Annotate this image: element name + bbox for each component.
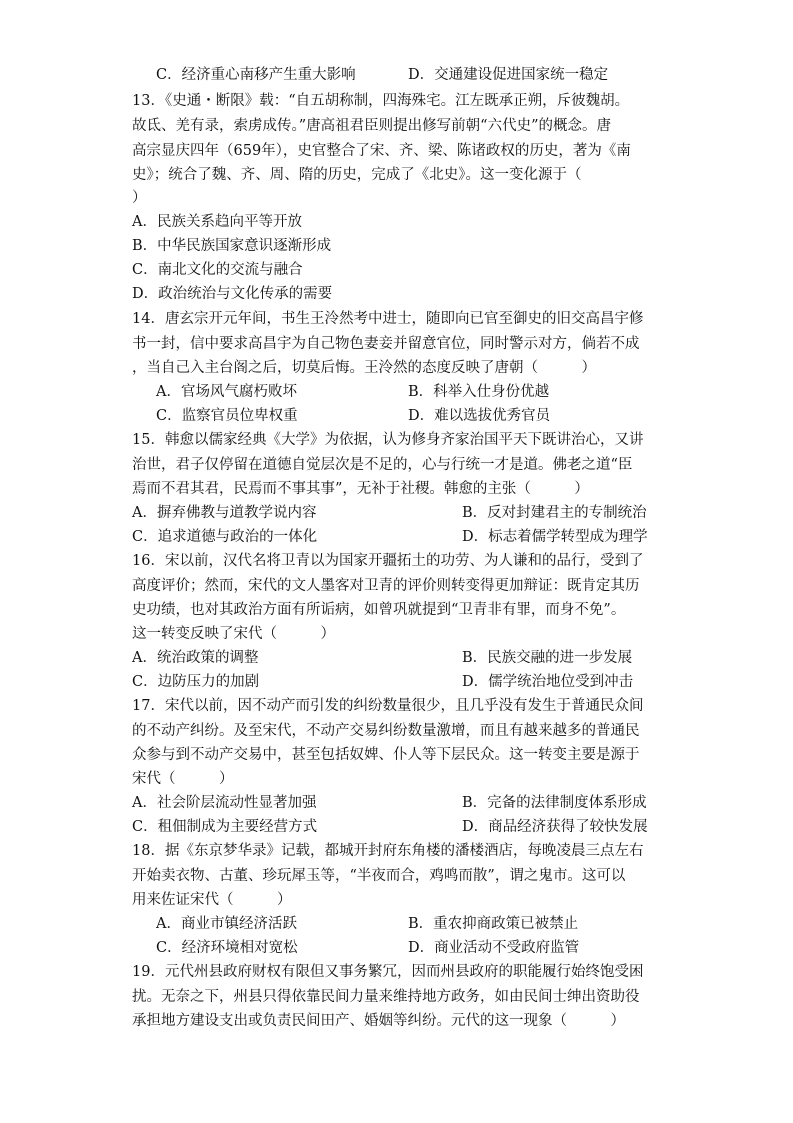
question-15-text: 治世，君子仅停留在道德自觉层次是不足的，心与行统一才是道。佛老之道“臣 bbox=[132, 457, 633, 473]
question-17-text: 宋代（ ） bbox=[132, 771, 234, 787]
question-13-text: ） bbox=[132, 190, 147, 206]
option-a: A．商业市镇经济活跃 bbox=[156, 916, 297, 932]
option-b: B．完备的法律制度体系形成 bbox=[462, 795, 647, 811]
option-d: D．难以选拔优秀官员 bbox=[408, 408, 551, 424]
question-15-text: 15．韩愈以儒家经典《大学》为依据，认为修身齐家治国平天下既讲治心，又讲 bbox=[132, 432, 644, 448]
option-c: C．南北文化的交流与融合 bbox=[132, 262, 303, 278]
option-c: C．经济重心南移产生重大影响 bbox=[156, 67, 356, 83]
question-13-text: 13．《史通・断限》载：“自五胡称制，四海殊宅。江左既承正朔，斥彼魏胡。 bbox=[132, 93, 630, 109]
question-18-text: 用来佐证宋代（ ） bbox=[132, 892, 292, 908]
option-a: A．摒弃佛教与道教学说内容 bbox=[132, 505, 317, 521]
question-14-text: 书一封，信中要求高昌宇为自己物色妻妾并留意官位，同时警示对方，倘若不成 bbox=[132, 336, 640, 352]
question-13-text: 史》；统合了魏、齐、周、隋的历史，完成了《北史》。这一变化源于（ bbox=[132, 167, 582, 183]
question-17-text: 17．宋代以前，因不动产而引发的纠纷数量很少，且几乎没有发生于普通民众间 bbox=[132, 698, 644, 714]
question-16-text: 16．宋以前，汉代名将卫青以为国家开疆拓土的功劳、为人谦和的品行，受到了 bbox=[132, 553, 644, 569]
option-b: B．科举入仕身份优越 bbox=[408, 384, 550, 400]
option-a: A．官场风气腐朽败坏 bbox=[156, 384, 297, 400]
question-18-text: 开始卖衣物、古董、珍玩犀玉等，“半夜而合，鸡鸣而散”，谓之鬼市。这可以 bbox=[132, 868, 626, 884]
option-a: A．社会阶层流动性显著加强 bbox=[132, 795, 317, 811]
option-c: C．租佃制成为主要经营方式 bbox=[132, 819, 318, 835]
question-19-text: 扰。无奈之下，州县只得依靠民间力量来维持地方政务，如由民间士绅出资助役 bbox=[132, 989, 640, 1005]
option-b: B．反对封建君主的专制统治 bbox=[462, 505, 647, 521]
option-c: C．追求道德与政治的一体化 bbox=[132, 529, 318, 545]
question-18-text: 18．据《东京梦华录》记载，都城开封府东角楼的潘楼酒店，每晚凌晨三点左右 bbox=[132, 843, 644, 859]
question-19-text: 19．元代州县政府财权有限但又事务繁冗，因而州县政府的职能履行始终饱受困 bbox=[132, 964, 644, 980]
question-13-text: 高宗显庆四年（659年），史官整合了宋、齐、梁、陈诸政权的历史，著为《南 bbox=[132, 143, 631, 159]
question-16-text: 史功绩，也对其政治方面有所诟病，如曾巩就提到“卫青非有罪，而身不免”。 bbox=[132, 602, 626, 618]
question-13-text: 故氐、羌有录，索虏成传。”唐高祖君臣则提出修写前朝“六代史”的概念。唐 bbox=[132, 118, 611, 134]
option-b: B．重农抑商政策已被禁止 bbox=[408, 916, 579, 932]
question-17-text: 众参与到不动产交易中，甚至包括奴婢、仆人等下层民众。这一转变主要是源于 bbox=[132, 747, 640, 763]
option-d: D．商品经济获得了较快发展 bbox=[462, 819, 648, 835]
question-17-text: 的不动产纠纷。及至宋代，不动产交易纠纷数量激增，而且有越来越多的普通民 bbox=[132, 723, 640, 739]
question-14-text: 14．唐玄宗开元年间，书生王泠然考中进士，随即向已官至御史的旧交高昌宇修 bbox=[132, 311, 644, 327]
option-d: D．标志着儒学转型成为理学 bbox=[462, 529, 648, 545]
option-a: A．统治政策的调整 bbox=[132, 650, 259, 666]
question-16-text: 高度评价；然而，宋代的文人墨客对卫青的评价则转变得更加辩证：既肯定其历 bbox=[132, 578, 640, 594]
option-c: C．监察官员位卑权重 bbox=[156, 408, 298, 424]
option-d: D．商业活动不受政府监管 bbox=[408, 940, 580, 956]
option-d: D．交通建设促进国家统一稳定 bbox=[408, 67, 609, 83]
option-c: C．经济环境相对宽松 bbox=[156, 940, 298, 956]
question-15-text: 焉而不君其君，民焉而不事其事”，无补于社稷。韩愈的主张（ ） bbox=[132, 481, 589, 497]
option-b: B．民族交融的进一步发展 bbox=[462, 650, 633, 666]
question-16-text: 这一转变反映了宋代（ ） bbox=[132, 626, 335, 642]
option-d: D．政治统治与文化传承的需要 bbox=[132, 286, 333, 302]
option-a: A．民族关系趋向平等开放 bbox=[132, 214, 302, 230]
question-19-text: 承担地方建设支出或负责民间田产、婚姻等纠纷。元代的这一现象（ ） bbox=[132, 1013, 625, 1029]
option-c: C．边防压力的加剧 bbox=[132, 674, 260, 690]
option-b: B．中华民族国家意识逐渐形成 bbox=[132, 238, 332, 254]
option-d: D．儒学统治地位受到冲击 bbox=[462, 674, 634, 690]
question-14-text: ，当自己入主台阁之后，切莫后悔。王泠然的态度反映了唐朝（ ） bbox=[132, 360, 596, 376]
